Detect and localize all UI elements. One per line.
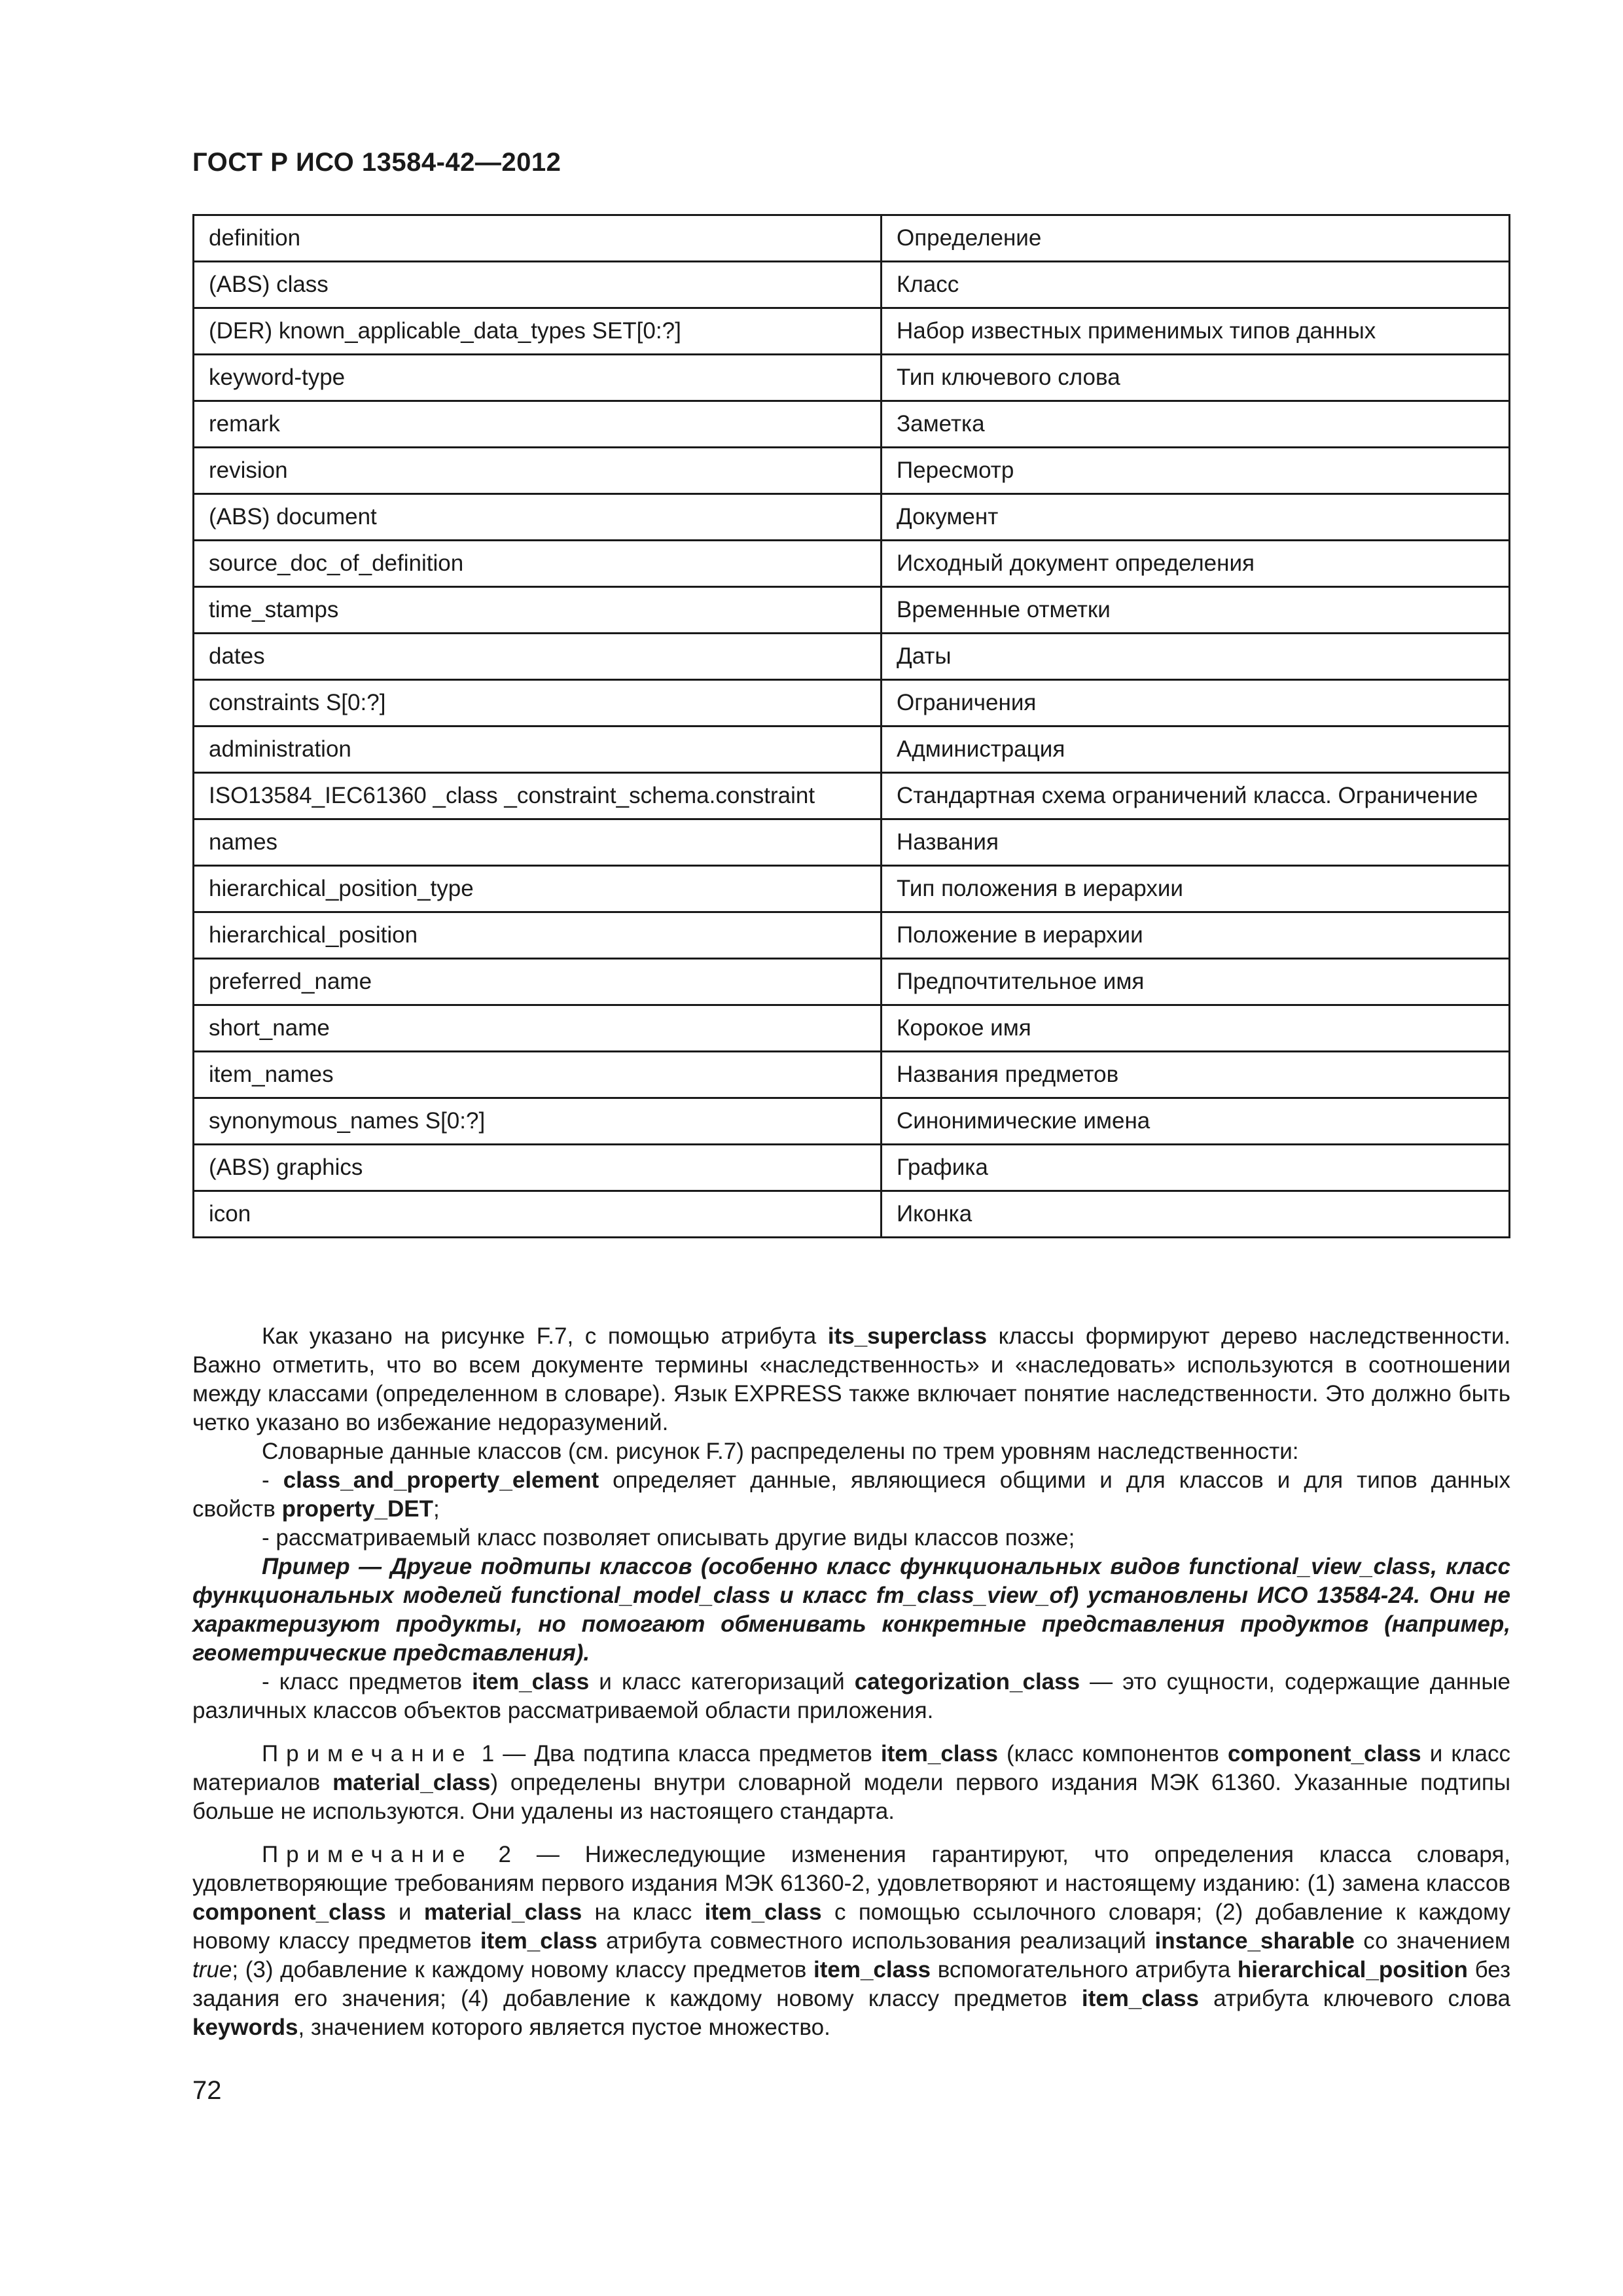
value-true: true xyxy=(192,1957,232,1982)
term-hierarchical-position: hierarchical_position xyxy=(1237,1957,1468,1982)
term-item-class: item_class xyxy=(704,1899,822,1925)
term-component-class: component_class xyxy=(192,1899,386,1925)
term-english-cell: hierarchical_position xyxy=(194,912,882,959)
term-english-cell: (ABS) class xyxy=(194,262,882,308)
page-number: 72 xyxy=(192,2076,222,2105)
term-russian-cell: Класс xyxy=(882,262,1510,308)
paragraph-inheritance xyxy=(192,1322,1510,1437)
term-russian-cell: Администрация xyxy=(882,726,1510,773)
table-row xyxy=(194,819,1510,866)
term-categorization-class: categorization_class xyxy=(854,1669,1080,1695)
term-english-cell: names xyxy=(194,819,882,866)
term-item-class: item_class xyxy=(880,1741,998,1767)
term-component-class: component_class xyxy=(1227,1741,1421,1767)
term-russian-cell: Исходный документ определения xyxy=(882,541,1510,587)
table-row xyxy=(194,541,1510,587)
table-row xyxy=(194,1191,1510,1238)
term-item-class: item_class xyxy=(813,1957,931,1982)
term-class-and-property-element: class_and_property_element xyxy=(283,1467,599,1493)
term-russian-cell: Синонимические имена xyxy=(882,1098,1510,1145)
text-fragment: 1 — Два подтипа класса предметов xyxy=(473,1741,881,1767)
table-row xyxy=(194,401,1510,448)
term-english-cell: (ABS) document xyxy=(194,494,882,541)
term-russian-cell: Корокое имя xyxy=(882,1005,1510,1052)
text-fragment: - класс предметов xyxy=(262,1669,473,1695)
term-material-class: material_class xyxy=(332,1770,491,1795)
text-fragment: определяет данные, являющиеся общими и для классов и для типов данных свойств xyxy=(192,1467,1510,1522)
body-text xyxy=(192,1322,1510,2042)
term-english-cell: icon xyxy=(194,1191,882,1238)
text-fragment: классы формируют дерево наследственности. Важно отметить, что во всем документе термины «наследственность» и «наследовать» используются в соотношении между классами (определенном в словаре). Язык EXPRESS также включает понятие наследственности. Это должно быть четко указано во избежание недоразумений. xyxy=(192,1323,1510,1435)
document-header: ГОСТ Р ИСО 13584-42—2012 xyxy=(192,148,562,177)
term-english-cell: keyword-type xyxy=(194,355,882,401)
term-english-cell: (DER) known_applicable_data_types SET[0:?] xyxy=(194,308,882,355)
text-fragment: (класс компонентов xyxy=(997,1741,1228,1767)
list-item-class-and-property-element xyxy=(192,1466,1510,1524)
table-row xyxy=(194,726,1510,773)
text-fragment: и класс материалов xyxy=(192,1741,1510,1795)
paragraph-levels: Словарные данные классов (см. рисунок F.7) распределены по трем уровням наследственности: xyxy=(262,1439,1299,1464)
note-2 xyxy=(192,1840,1510,2042)
term-english-cell: constraints S[0:?] xyxy=(194,680,882,726)
table-row xyxy=(194,912,1510,959)
text-fragment: с помощью ссылочного словаря; (2) добавление к каждому новому классу предметов xyxy=(192,1899,1511,1954)
table-row xyxy=(194,1145,1510,1191)
term-english-cell: (ABS) graphics xyxy=(194,1145,882,1191)
term-russian-cell: Иконка xyxy=(882,1191,1510,1238)
table-row xyxy=(194,634,1510,680)
table-row xyxy=(194,1052,1510,1098)
text-fragment: ; xyxy=(433,1496,440,1522)
table-row xyxy=(194,1098,1510,1145)
table-row xyxy=(194,494,1510,541)
term-instance-sharable: instance_sharable xyxy=(1154,1928,1355,1954)
term-russian-cell: Пересмотр xyxy=(882,448,1510,494)
example-paragraph xyxy=(192,1552,1510,1668)
text-fragment: атрибута ключевого слова xyxy=(1198,1986,1510,2011)
text-fragment: - xyxy=(262,1467,283,1493)
example-text: Пример — Другие подтипы классов (особенно класс функциональных видов functional_view_class, класс функциональных моделей functional_model_class и класс fm_class_view_of) установлены ИСО 13584-24. Они не характеризуют продукты, но помогают обменивать конкретные представления продуктов (например, геометрические представления). xyxy=(192,1554,1510,1666)
text-fragment: — это сущности, содержащие данные различных классов объектов рассматриваемой области приложения. xyxy=(192,1669,1510,1723)
term-material-class: material_class xyxy=(423,1899,582,1925)
term-russian-cell: Ограничения xyxy=(882,680,1510,726)
term-english-cell: synonymous_names S[0:?] xyxy=(194,1098,882,1145)
term-english-cell: administration xyxy=(194,726,882,773)
term-english-cell: item_names xyxy=(194,1052,882,1098)
term-russian-cell: Предпочтительное имя xyxy=(882,959,1510,1005)
term-russian-cell: Тип положения в иерархии xyxy=(882,866,1510,912)
table-row xyxy=(194,308,1510,355)
term-english-cell: dates xyxy=(194,634,882,680)
note-label: Примечание xyxy=(262,1842,473,1867)
term-its-superclass: its_superclass xyxy=(827,1323,988,1349)
text-fragment: со значением xyxy=(1354,1928,1510,1954)
table-row xyxy=(194,587,1510,634)
term-item-class: item_class xyxy=(480,1928,597,1954)
term-item-class: item_class xyxy=(1081,1986,1199,2011)
term-russian-cell: Временные отметки xyxy=(882,587,1510,634)
term-english-cell: time_stamps xyxy=(194,587,882,634)
term-russian-cell: Названия xyxy=(882,819,1510,866)
term-russian-cell: Заметка xyxy=(882,401,1510,448)
table-row xyxy=(194,1005,1510,1052)
term-keywords: keywords xyxy=(192,2015,298,2040)
term-russian-cell: Даты xyxy=(882,634,1510,680)
text-fragment: 2 — Нижеследующие изменения гарантируют, что определения класса словаря, удовлетворяющие требованиям первого издания МЭК 61360-2, удовлетворяют и настоящему изданию: (1) замена классов xyxy=(192,1842,1510,1896)
text-fragment: на класс xyxy=(582,1899,705,1925)
list-item-item-class xyxy=(192,1668,1510,1725)
table-row xyxy=(194,448,1510,494)
term-russian-cell: Определение xyxy=(882,215,1510,262)
table-row xyxy=(194,215,1510,262)
term-english-cell: short_name xyxy=(194,1005,882,1052)
term-english-cell: hierarchical_position_type xyxy=(194,866,882,912)
text-fragment: ) определены внутри словарной модели первого издания МЭК 61360. Указанные подтипы больше не используются. Они удалены из настоящего стандарта. xyxy=(192,1770,1510,1824)
list-item-considered-class: - рассматриваемый класс позволяет описывать другие виды классов позже; xyxy=(262,1525,1075,1551)
text-fragment: и xyxy=(385,1899,424,1925)
text-fragment: вспомогательного атрибута xyxy=(931,1957,1238,1982)
term-item-class: item_class xyxy=(472,1669,590,1695)
text-fragment: и класс категоризаций xyxy=(589,1669,855,1695)
term-russian-cell: Положение в иерархии xyxy=(882,912,1510,959)
term-english-cell: preferred_name xyxy=(194,959,882,1005)
text-fragment: атрибута совместного использования реализаций xyxy=(597,1928,1155,1954)
table-row xyxy=(194,262,1510,308)
note-label: Примечание xyxy=(262,1741,473,1767)
text-fragment: Как указано на рисунке F.7, с помощью атрибута xyxy=(262,1323,828,1349)
table-row xyxy=(194,680,1510,726)
term-russian-cell: Документ xyxy=(882,494,1510,541)
text-fragment: , значением которого является пустое множество. xyxy=(298,2015,830,2040)
term-property-det: property_DET xyxy=(281,1496,434,1522)
terms-table-body xyxy=(194,215,1510,1238)
text-fragment: ; (3) добавление к каждому новому классу предметов xyxy=(232,1957,813,1982)
term-english-cell: definition xyxy=(194,215,882,262)
table-row xyxy=(194,866,1510,912)
table-row xyxy=(194,959,1510,1005)
table-row xyxy=(194,773,1510,819)
term-russian-cell: Набор известных применимых типов данных xyxy=(882,308,1510,355)
term-english-cell: source_doc_of_definition xyxy=(194,541,882,587)
term-english-cell: revision xyxy=(194,448,882,494)
term-english-cell: remark xyxy=(194,401,882,448)
term-english-cell: ISO13584_IEC61360 _class _constraint_schema.constraint xyxy=(194,773,882,819)
note-1 xyxy=(192,1740,1510,1826)
term-russian-cell: Графика xyxy=(882,1145,1510,1191)
term-russian-cell: Тип ключевого слова xyxy=(882,355,1510,401)
term-russian-cell: Названия предметов xyxy=(882,1052,1510,1098)
table-row xyxy=(194,355,1510,401)
text-fragment: без задания его значения; (4) добавление к каждому новому классу предметов xyxy=(192,1957,1510,2011)
term-russian-cell: Стандартная схема ограничений класса. Ограничение xyxy=(882,773,1510,819)
terms-table xyxy=(192,214,1510,1238)
